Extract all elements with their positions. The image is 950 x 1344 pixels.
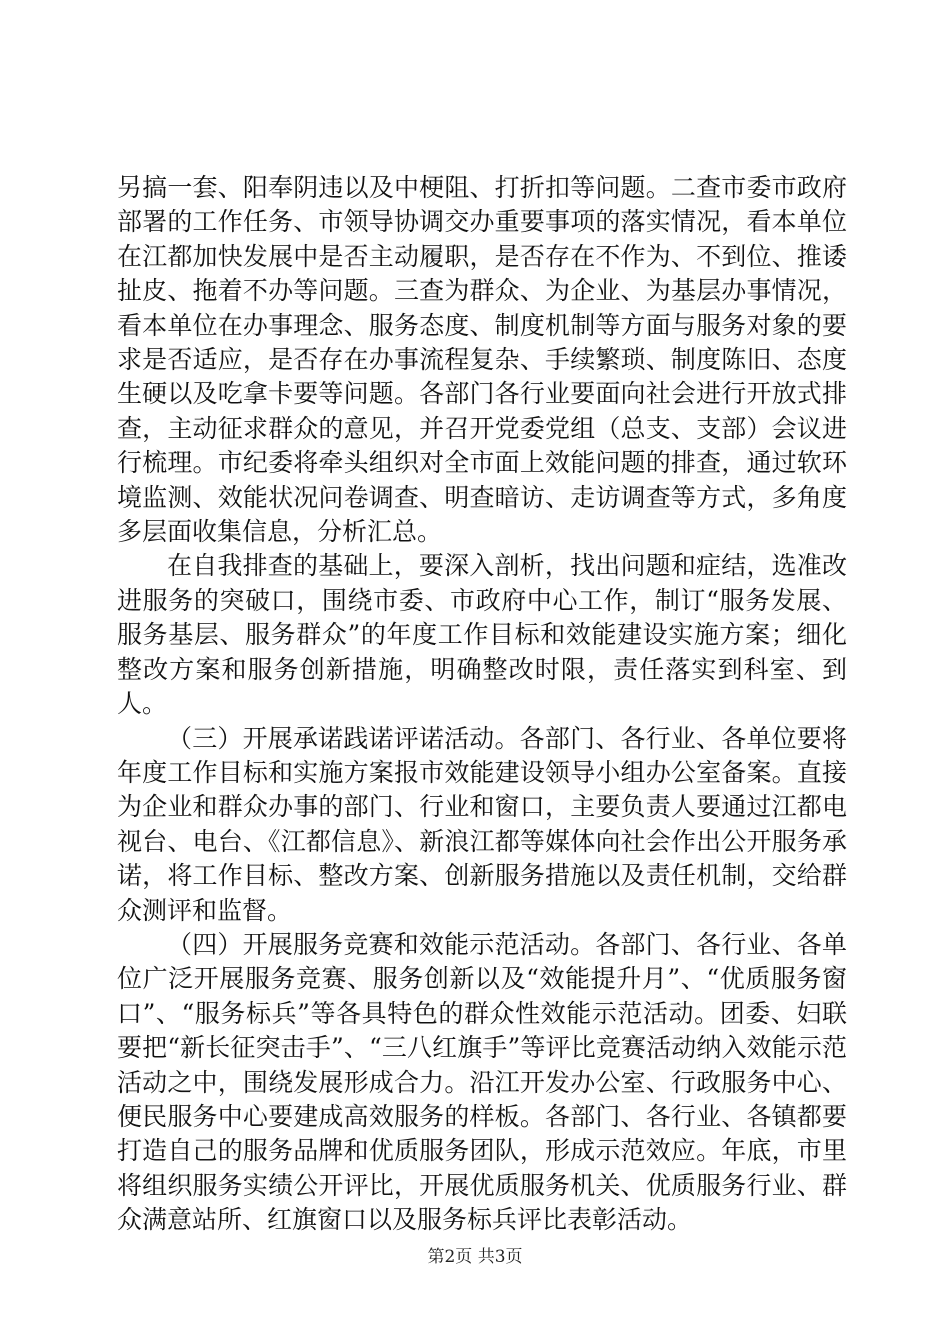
paragraph-2: 在自我排查的基础上，要深入剖析，找出问题和症结，选准改进服务的突破口，围绕市委、市政府中心工作，制订“服务发展、服务基层、服务群众”的年度工作目标和效能建设实施方案；细化整改方案和服务创新措施，明确整改时限，责任落实到科室、到人。 bbox=[117, 551, 847, 719]
paragraph-3: （三）开展承诺践诺评诺活动。各部门、各行业、各单位要将年度工作目标和实施方案报市效能建设领导小组办公室备案。直接为企业和群众办事的部门、行业和窗口，主要负责人要通过江都电视台、电台、《江都信息》、新浪江都等媒体向社会作出公开服务承诺，将工作目标、整改方案、创新服务措施以及责任机制，交给群众测评和监督。 bbox=[117, 723, 847, 925]
paragraph-1: 另搞一套、阳奉阴违以及中梗阻、打折扣等问题。二查市委市政府部署的工作任务、市领导协调交办重要事项的落实情况，看本单位在江都加快发展中是否主动履职，是否存在不作为、不到位、推诿扯皮、拖着不办等问题。三查为群众、为企业、为基层办事情况，看本单位在办事理念、服务态度、制度机制等方面与服务对象的要求是否适应，是否存在办事流程复杂、手续繁琐、制度陈旧、态度生硬以及吃拿卡要等问题。各部门各行业要面向社会进行开放式排查，主动征求群众的意见，并召开党委党组（总支、支部）会议进行梳理。市纪委将牵头组织对全市面上效能问题的排查，通过软环境监测、效能状况问卷调查、明查暗访、走访调查等方式，多角度多层面收集信息，分析汇总。 bbox=[117, 173, 847, 547]
page-number-footer: 第2页 共3页 bbox=[427, 1247, 523, 1267]
document-body bbox=[117, 171, 847, 1238]
paragraph-4: （四）开展服务竞赛和效能示范活动。各部门、各行业、各单位广泛开展服务竞赛、服务创新以及“效能提升月”、“优质服务窗口”、“服务标兵”等各具特色的群众性效能示范活动。团委、妇联要把“新长征突击手”、“三八红旗手”等评比竞赛活动纳入效能示范活动之中，围绕发展形成合力。沿江开发办公室、行政服务中心、便民服务中心要建成高效服务的样板。各部门、各行业、各镇都要打造自己的服务品牌和优质服务团队，形成示范效应。年底，市里将组织服务实绩公开评比，开展优质服务机关、优质服务行业、群众满意站所、红旗窗口以及服务标兵评比表彰活动。 bbox=[117, 929, 847, 1235]
